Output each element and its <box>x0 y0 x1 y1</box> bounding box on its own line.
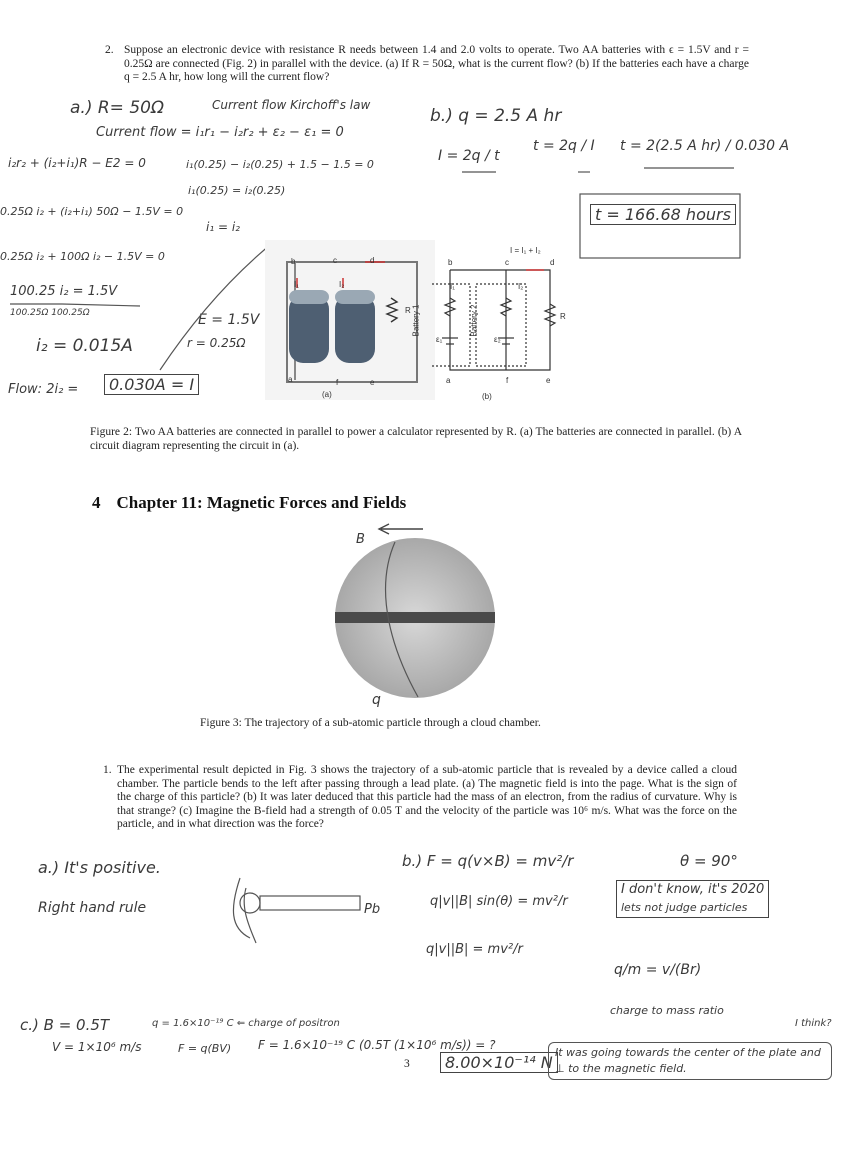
hw-f-answer: 8.00×10⁻¹⁴ N <box>440 1052 558 1073</box>
hw-kirchhoff: Current flow = i₁r₁ − i₂r₂ + ε₂ − ε₁ = 0 <box>96 125 344 140</box>
figure-2b-circuit-diagram <box>430 258 570 388</box>
fig2b-eps1: ε₁ <box>436 335 443 344</box>
hw-note1 <box>616 880 769 918</box>
hw-loop: i₂r₂ + (i₂+i₁)R − E2 = 0 <box>8 156 146 170</box>
fig2b-battery1: Battery 1 <box>411 304 421 337</box>
hw-p1-b1: b.) F = q(v×B) = mv²/r <box>402 852 574 870</box>
fig2a-sublabel: (a) <box>322 390 332 399</box>
fig2b-node-f: f <box>506 376 509 385</box>
hw-eps: E = 1.5V <box>198 312 260 328</box>
fig2a-node-b: b <box>291 257 296 266</box>
problem-1-number: 1. <box>103 764 112 776</box>
fig2b-R: R <box>560 312 566 321</box>
hw-line1: 0.25Ω i₂ + (i₂+i₁) 50Ω − 1.5V = 0 <box>0 205 184 218</box>
figure-2-caption: Figure 2: Two AA batteries are connected in parallel to power a calculator represented by R. (a) The batteries are connected in parallel. (b) A circuit diagram representing the circuit in (a). <box>90 426 742 452</box>
fig2a-node-f: f <box>336 378 339 387</box>
fig2a-node-e: e <box>370 378 375 387</box>
fig2b-sublabel: (b) <box>482 392 492 401</box>
hw-b-eq2: t = 2q / I <box>533 138 595 154</box>
fig3-bottom-mark: q <box>372 692 381 708</box>
fig3-top-mark: B <box>356 532 365 547</box>
section-heading <box>92 493 406 513</box>
hw-p1-a2: Right hand rule <box>38 900 147 916</box>
hw-note1-line: I don't know, it's 2020 <box>621 882 765 897</box>
hw-r: r = 0.25Ω <box>187 336 246 350</box>
hw-p1-b4: q/m = v/(Br) <box>614 962 702 978</box>
fig2b-I2: I₂ <box>518 282 524 291</box>
hw-p1-b2: q|v||B| sin(θ) = mv²/r <box>430 894 568 909</box>
hw-p1-c1: c.) B = 0.5T <box>20 1016 110 1034</box>
hw-current-flow: Current flow Kirchoff's law <box>212 98 371 112</box>
fig2a-I1: I₁ <box>294 280 299 289</box>
fig2a-node-d: d <box>370 256 375 265</box>
hw-think: I think? <box>795 1018 832 1029</box>
hw-line3: 100.25 i₂ = 1.5V <box>10 284 118 299</box>
hw-fcalc: F = 1.6×10⁻¹⁹ C (0.5T (1×10⁶ m/s)) = ? <box>258 1038 496 1052</box>
hw-right-hand-sketch <box>200 868 390 948</box>
hw-ratio: charge to mass ratio <box>610 1004 724 1017</box>
page-number: 3 <box>404 1058 410 1070</box>
hw-direction-text: It was going towards the center of the plate and ⊥ to the magnetic field. <box>555 1046 821 1075</box>
hw-flow-answer: 0.030A = I <box>104 374 199 395</box>
section-number: 4 <box>92 493 101 512</box>
section-title: Chapter 11: Magnetic Forces and Fields <box>116 493 407 512</box>
hw-charge: q = 1.6×10⁻¹⁹ C ⇐ charge of positron <box>152 1018 340 1029</box>
fig2a-node-c: c <box>333 256 337 265</box>
hw-note2-line: lets not judge particles <box>621 901 748 914</box>
hw-p1-c2: V = 1×10⁶ m/s <box>52 1040 142 1054</box>
hw-fqvb: F = q(BV) <box>178 1042 232 1055</box>
hw-sub1: i₁(0.25) − i₂(0.25) + 1.5 − 1.5 = 0 <box>186 158 374 171</box>
figure-3-cloud-chamber <box>333 522 513 702</box>
figure-3-caption: Figure 3: The trajectory of a sub-atomic particle through a cloud chamber. <box>200 717 541 729</box>
fig2b-node-a: a <box>446 376 451 385</box>
fig2b-battery2: Battery 2 <box>469 304 479 337</box>
fig2a-R: R <box>405 306 411 315</box>
fig2b-node-b: b <box>448 258 453 267</box>
fig2b-Isum: I = I₁ + I₂ <box>510 246 541 255</box>
fig2b-I1: I₁ <box>450 282 455 291</box>
fig2b-eps2: ε₂ <box>494 335 501 344</box>
fig2a-I2: I₂ <box>339 280 345 289</box>
hw-sub2: i₁(0.25) = i₂(0.25) <box>188 184 286 197</box>
hw-line2: 0.25Ω i₂ + 100Ω i₂ − 1.5V = 0 <box>0 250 165 263</box>
hw-p1-b3: q|v||B| = mv²/r <box>426 942 523 957</box>
fig2a-node-a: a <box>288 375 293 384</box>
problem-1-text: The experimental result depicted in Fig. 3 shows the trajectory of a sub-atomic particle that is revealed by a device called a cloud chamber. The particle bends to the left after passing through a lead plate. (a) The magnetic field is into the page. What is the sign of the charge of this particle? (b) It was later deduced that this particle had the mass of an electron, from the radius of curvature. Why is that strange? (c) Imagine the B-field had a strength of 0.05 T and the velocity of the particle was 10⁶ m/s. What was the force on the particle, and in what direction was the force? <box>117 764 737 830</box>
hw-b-answer: t = 166.68 hours <box>590 204 736 225</box>
hw-b-label: b.) q = 2.5 A hr <box>430 106 562 126</box>
problem-2-number: 2. <box>105 44 114 56</box>
hw-theta: θ = 90° <box>680 852 738 870</box>
hw-a-label: a.) R= 50Ω <box>70 98 164 118</box>
hw-i2: i₂ = 0.015A <box>36 336 133 356</box>
hw-flow-label: Flow: 2i₂ = <box>8 382 79 397</box>
fig2b-node-d: d <box>550 258 555 267</box>
problem-2-text: Suppose an electronic device with resistance R needs between 1.4 and 2.0 volts to operate. Two AA batteries with ϵ = 1.5V and r = 0.25Ω are connected (Fig. 2) in parallel with the device. (a) If R = 50Ω, what is the current flow? (b) If the batteries each have a charge q = 2.5 A hr, how long will the current flow? <box>124 44 749 83</box>
fig2b-node-c: c <box>505 258 509 267</box>
fig2b-node-e: e <box>546 376 551 385</box>
hw-b-eq1: I = 2q / t <box>438 148 500 164</box>
hw-p1-a1: a.) It's positive. <box>38 858 161 877</box>
hw-line3b: 100.25Ω 100.25Ω <box>10 308 90 318</box>
hw-pb: Pb <box>364 902 381 917</box>
hw-b-eq3: t = 2(2.5 A hr) / 0.030 A <box>620 138 790 154</box>
arrow-left-icon <box>375 522 425 536</box>
hw-equal: i₁ = i₂ <box>206 220 240 234</box>
hw-direction <box>548 1042 832 1080</box>
